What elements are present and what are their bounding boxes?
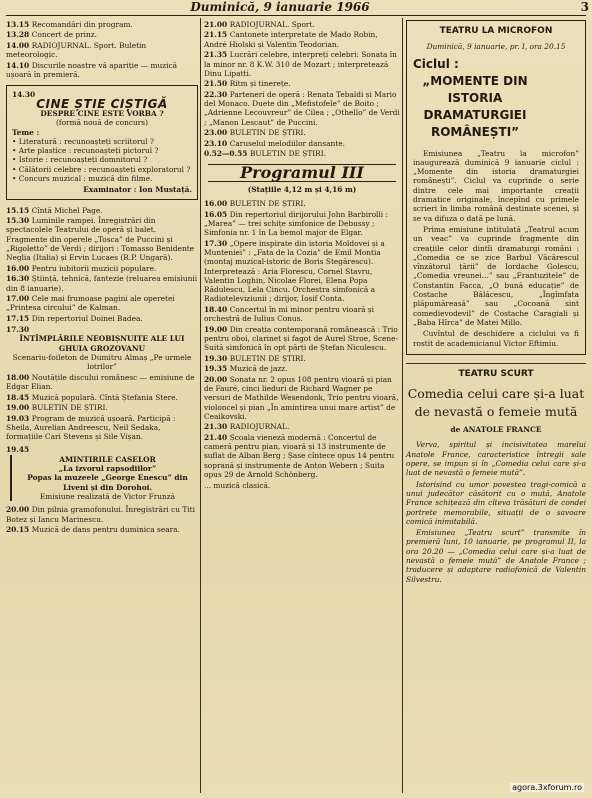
schedule-text: Muzică populară. Cîntă Ștefania Stere. bbox=[31, 392, 178, 402]
column-divider bbox=[402, 18, 403, 793]
quiz-subtitle: DESPRE CINE ESTE VORBA ? bbox=[40, 108, 164, 118]
schedule-item bbox=[204, 199, 400, 208]
quiz-title: CINE ȘTIE CIȘTIGĂ bbox=[36, 96, 168, 111]
schedule-item bbox=[6, 525, 198, 534]
schedule-text: Sonata nr. 2 opus 108 pentru vioară și pian de Fauré, cinci lieduri de Richard Wagner pe versuri de Mathilde Wesendonk, Trio pentru vioară, violoncel și pian „În amintirea unui mare artist” de Ceaikovski. bbox=[204, 374, 399, 421]
schedule-text: BULETIN DE ȘTIRI. bbox=[249, 149, 327, 159]
cycle-title: „MOMENTE DIN ISTORIA DRAMATURGIEI ROMÂNEȘTI” bbox=[422, 73, 528, 139]
schedule-item bbox=[204, 375, 400, 421]
schedule-text: ... muzică clasică. bbox=[204, 480, 271, 490]
schedule-text: Din repertoriul dirijorului John Barbirolli : „Marea” — trei schițe simfonice de Debussy ; Simfonia nr. 1 în La bemol major de Elgar. bbox=[204, 209, 388, 238]
schedule-item bbox=[6, 414, 198, 442]
schedule-time: 0.52—0.55 bbox=[204, 149, 250, 159]
schedule-time: 19.30 bbox=[204, 353, 230, 363]
header-rule bbox=[6, 15, 586, 16]
grozovanu-time: 17.30 bbox=[6, 325, 30, 335]
quiz-box bbox=[6, 85, 198, 199]
schedule-text: Luminile rampei. Înregistrări din spectacolele Teatrului de operă și balet. Fragmente din operele „Tosca” de Puccini și „Rigoletto” de Verdi ; dirijori : Tomasso Benidente Neglia (Italia) și Ervin Lucaes (R.P. Ungară). bbox=[6, 216, 195, 263]
quiz-time: 14.30 bbox=[12, 90, 36, 100]
caselor-time: 19.45 bbox=[6, 445, 30, 455]
schedule-item bbox=[204, 139, 400, 148]
schedule-item bbox=[204, 481, 400, 490]
schedule-time: 21.00 bbox=[204, 20, 230, 29]
quiz-theme: • Arte plastice : recunoașteți pictorul ? bbox=[12, 146, 159, 156]
schedule-time: 21.35 bbox=[204, 50, 230, 60]
comedy-para3: Emisiunea „Teatru scurt” transmite în premieră luni, 10 ianuarie, pe programul II, la ora 20.20 — „Comedia celui care și-a luat de nevastă o femeie mută” de Anatole France ; traducere și adaptare radiofonică de Valentin Silvestru. bbox=[406, 528, 586, 584]
schedule-text: Lucrări celebre, interpreți celebri: Sonata în la minor nr. 8 K.W. 310 de Mozart ; interpretează Dinu Lipatti. bbox=[204, 50, 397, 78]
schedule-item bbox=[6, 373, 198, 392]
schedule-text: Știință, tehnică, fantezie (reluarea emisiunii din 8 ianuarie). bbox=[6, 274, 198, 293]
schedule-text: Caruselul melodiilor dansante. bbox=[229, 138, 345, 148]
column-divider bbox=[200, 18, 201, 793]
teatru-title: TEATRU LA MICROFON bbox=[439, 26, 553, 36]
teatru-para2: Prima emisiune intitulată „Teatrul acum un veac” va cuprinde fragmente din creațiile celor dintîi dramaturgi români : „Comedia ce se zice Barbul Văcărescul vînzătorul țării” de Iordache Golescu, „Comedia vreunei...” sau „Frantuzitele” de Constantin Facca, „O bună educație” de Costache Bălăcescu, „Îngîmfata plăpumăreasă” sau „Cocoană sint comedievodevil” de Costache Caragiali și „Baba Hîrca” de Matei Millo. bbox=[413, 224, 579, 327]
schedule-time: 13.28 bbox=[6, 30, 32, 40]
schedule-text: Cele mai frumoase pagini ale operetei „Prințesa circului” de Kalman. bbox=[6, 294, 175, 313]
schedule-item bbox=[204, 30, 400, 49]
caselor-title: AMINTIRILE CASELOR bbox=[59, 454, 156, 464]
page-title: Duminică, 9 ianuarie 1966 bbox=[190, 0, 370, 14]
page-header bbox=[0, 0, 592, 14]
quiz-themes bbox=[12, 137, 192, 183]
caselor-box bbox=[10, 455, 198, 501]
teatru-box bbox=[406, 20, 586, 355]
caselor-text: Popas la muzeele „George Enescu” din Liveni și din Dorohoi. bbox=[27, 473, 188, 492]
schedule-text: Pentru iubitorii muzicii populare. bbox=[31, 263, 157, 273]
teatru-para1: Emisiunea „Teatru la microfon” inaugurează duminică 9 ianuarie ciclul : „Momente din istoria dramaturgiei românești”. Ciclul va cuprinde o serie dintre cele mai importante creații dramatice originale, începînd cu primele scrieri în limba română destinate scenei, și se va difuza o dată pe lună. bbox=[413, 148, 579, 223]
schedule-time: 19.03 bbox=[6, 413, 32, 423]
schedule-time: 18.40 bbox=[204, 304, 230, 314]
schedule-item bbox=[204, 239, 400, 304]
schedule-time: 14.00 bbox=[6, 40, 32, 50]
schedule-list bbox=[6, 206, 198, 324]
schedule-time: 19.00 bbox=[204, 324, 230, 334]
schedule-item bbox=[6, 393, 198, 402]
schedule-list bbox=[6, 20, 198, 79]
schedule-text: Din creația contemporană românească : Trio pentru oboi, clarinet și fagot de Aurel Stroe, Scene-Suită simfonică în opt părți de Ștefan Niculescu. bbox=[204, 324, 399, 353]
schedule-time: 15.30 bbox=[6, 216, 32, 226]
schedule-time: 18.00 bbox=[6, 372, 32, 382]
page-number: 3 bbox=[580, 0, 589, 14]
schedule-item bbox=[6, 264, 198, 273]
grozovanu-item bbox=[6, 325, 198, 371]
quiz-theme: • Literatură : recunoașteți scriitorul ? bbox=[12, 136, 154, 146]
column-middle bbox=[204, 20, 400, 491]
schedule-text: RADIOJURNAL. bbox=[229, 422, 290, 432]
schedule-time: 21.40 bbox=[204, 432, 230, 442]
schedule-item bbox=[6, 294, 198, 313]
footer-url: agora.3xforum.ro bbox=[512, 783, 582, 792]
schedule-time: 17.15 bbox=[6, 313, 32, 323]
schedule-list bbox=[6, 505, 198, 534]
schedule-item bbox=[204, 79, 400, 88]
schedule-time: 19.35 bbox=[204, 364, 230, 374]
schedule-item bbox=[6, 41, 198, 60]
schedule-text: Din pilnia gramofonului. Înregistrări cu Titi Botez și Iancu Marinescu. bbox=[6, 505, 195, 524]
schedule-item bbox=[204, 50, 400, 78]
schedule-text: Muzică de jazz. bbox=[229, 364, 288, 374]
schedule-time: 19.00 bbox=[6, 403, 32, 413]
quiz-theme: • Istorie : recunoașteți domnitorul ? bbox=[12, 155, 148, 165]
schedule-item bbox=[204, 354, 400, 363]
schedule-time: 16.00 bbox=[204, 199, 230, 209]
schedule-time: 14.10 bbox=[6, 60, 32, 70]
schedule-text: Școala vieneză modernă : Concertul de cameră pentru pian, vioară și 13 instrumente de suflat de Alban Berg ; Șase cîntece opus 14 pentru soprană și instrumente de Anton Webern ; Suita opus 29 de Arnold Schönberg. bbox=[204, 432, 395, 480]
quiz-theme: • Concurs muzical : muzică din filme. bbox=[12, 174, 153, 184]
schedule-time: 21.50 bbox=[204, 79, 230, 89]
schedule-item bbox=[6, 274, 198, 293]
program3-stations: (Stațiile 4,12 m și 4,16 m) bbox=[247, 184, 357, 194]
schedule-time: 16.00 bbox=[6, 263, 32, 273]
schedule-item bbox=[204, 422, 400, 431]
schedule-item bbox=[6, 206, 198, 215]
schedule-item bbox=[204, 20, 400, 29]
schedule-time: 20.00 bbox=[204, 374, 230, 384]
schedule-text: Din repertoriul Doinei Badea. bbox=[31, 313, 143, 323]
caselor-author: Emisiune realizată de Victor Frunză bbox=[39, 491, 176, 501]
schedule-item bbox=[204, 128, 400, 137]
schedule-item bbox=[6, 20, 198, 29]
schedule-time: 21.15 bbox=[204, 30, 230, 40]
program3-title: Programul III bbox=[208, 164, 396, 181]
comedy-para2: Istorisind cu umor povestea tragi-comică a unui judecător căsătorit cu o mută, Anatole France schițează din cîteva trăsături de condei portrete memorabile, situații de o savoare comică inimitabilă. bbox=[406, 479, 586, 526]
schedule-text: Parteneri de operă : Renata Tebaldi și Mario del Monaco. Duete din „Mefistofele” de Boito ; „Adrienne Lecouvreur” de Cilea ; „Othello” de Verdi ; „Manon Lescaut” de Puccini. bbox=[204, 89, 400, 127]
schedule-time: 23.10 bbox=[204, 138, 230, 148]
quiz-note: (formă nouă de concurs) bbox=[55, 118, 148, 128]
caselor-item bbox=[6, 445, 198, 501]
schedule-text: BULETIN DE ȘTIRI. bbox=[229, 128, 306, 138]
schedule-text: Cantonete interpretate de Mado Robin, André Hiolski și Valentin Teodorian. bbox=[204, 30, 378, 49]
schedule-text: „Opere inspirate din istoria Moldovei și a Munteniei” : „Fata de la Cozia” de Emil Montia (montaj muzical-istoric de Boris Stegărescu). Interpretează : Aria Florescu, Cornel Stavru, Valentin Loghin, Nicolae Florei, Elena Popa Rădulescu, Lela Cincu. Orchestra simfonică a Radioteleviziunii ; dirijor, Iosif Conta. bbox=[204, 238, 385, 304]
column-left bbox=[6, 20, 198, 535]
schedule-list bbox=[204, 199, 400, 490]
section-divider bbox=[406, 363, 586, 364]
schedule-time: 20.15 bbox=[6, 524, 32, 534]
schedule-list bbox=[204, 20, 400, 158]
schedule-time: 16.30 bbox=[6, 274, 32, 284]
schedule-text: Noutățile discului românesc — emisiune de Edgar Elian. bbox=[6, 372, 195, 392]
quiz-examiner: Examinator : Ion Mustață. bbox=[83, 185, 192, 195]
comedy-author: de ANATOLE FRANCE bbox=[450, 425, 542, 435]
schedule-item bbox=[6, 403, 198, 412]
schedule-text: BULETIN DE ȘTIRI. bbox=[229, 199, 306, 209]
teatru-date: Duminică, 9 ianuarie, pr. I, ora 20.15 bbox=[426, 42, 566, 52]
schedule-item bbox=[6, 216, 198, 262]
schedule-item bbox=[6, 314, 198, 323]
caselor-subtitle: „La izvorul rapsodiilor” bbox=[58, 464, 157, 474]
short-title: TEATRU SCURT bbox=[458, 368, 534, 379]
schedule-time: 21.30 bbox=[204, 422, 230, 432]
schedule-time: 22.30 bbox=[204, 89, 230, 99]
schedule-time: 20.00 bbox=[6, 505, 32, 515]
schedule-item bbox=[204, 90, 400, 127]
quiz-themes-label: Teme : bbox=[12, 127, 40, 137]
comedy-title: Comedia celui care și-a luat de nevastă o femeie mută bbox=[407, 386, 585, 420]
schedule-item bbox=[204, 364, 400, 373]
comedy-para1: Verva, spiritul și incisivitatea marelui Anatole France, caracteristice întregii sale opere, se impun și în „Comedia celui care și-a luat de nevastă o femeie mută”. bbox=[406, 440, 586, 478]
schedule-time: 17.30 bbox=[204, 238, 230, 248]
schedule-item bbox=[6, 505, 198, 524]
schedule-text: Recomandări din program. bbox=[31, 20, 133, 29]
cycle-heading bbox=[413, 56, 579, 141]
schedule-item bbox=[204, 325, 400, 353]
schedule-text: Program de muzică ușoară. Participă : Sheila, Aurelian Andreescu, Neil Sedaka, formațiile Cari Stevens și Sile Vișan. bbox=[6, 413, 176, 442]
schedule-text: Concertul în mi minor pentru vioară și orchestră de Iulius Conus. bbox=[204, 304, 375, 324]
schedule-time: 23.00 bbox=[204, 128, 230, 138]
schedule-item bbox=[204, 149, 400, 158]
quiz-theme: • Călătorii celebre : recunoașteți exploratorul ? bbox=[12, 164, 191, 174]
schedule-item bbox=[204, 433, 400, 479]
teatru-para3: Cuvîntul de deschidere a ciclului va fi rostit de academicianul Victor Eftimiu. bbox=[413, 329, 579, 348]
column-right bbox=[406, 20, 586, 584]
schedule-text: Concert de prinz. bbox=[31, 30, 98, 40]
schedule-text: RADIOJURNAL. Sport. Buletin meteorologic. bbox=[6, 40, 147, 60]
schedule-item bbox=[204, 305, 400, 324]
grozovanu-text: Scenariu-foileton de Dumitru Almaș „Pe urmele lotrilor” bbox=[12, 353, 192, 372]
schedule-text: RADIOJURNAL. Sport. bbox=[229, 20, 315, 29]
schedule-time: 15.15 bbox=[6, 205, 32, 215]
grozovanu-title: ÎNTÎMPLĂRILE NEOBIȘNUITE ALE LUI GHUIA GROZOVANU bbox=[19, 334, 185, 353]
schedule-time: 17.00 bbox=[6, 294, 32, 304]
schedule-text: Discurile noastre vă apariție — muzică ușoară în premieră. bbox=[6, 60, 178, 80]
schedule-time: 13.15 bbox=[6, 20, 32, 29]
schedule-text: BULETIN DE ȘTIRI. bbox=[229, 353, 306, 363]
schedule-time: 18.45 bbox=[6, 392, 32, 402]
schedule-time: 16.05 bbox=[204, 209, 230, 219]
schedule-text: Muzică de dans pentru duminica seara. bbox=[31, 524, 180, 534]
schedule-item bbox=[204, 210, 400, 238]
schedule-text: Cîntă Michel Page. bbox=[31, 205, 103, 215]
schedule-item bbox=[6, 61, 198, 80]
schedule-text: Ritm și tinerețe. bbox=[229, 79, 291, 89]
schedule-item bbox=[6, 30, 198, 39]
cycle-label: Ciclul : bbox=[413, 56, 459, 71]
schedule-text: BULETIN DE ȘTIRI. bbox=[31, 403, 108, 413]
schedule-list bbox=[6, 373, 198, 442]
